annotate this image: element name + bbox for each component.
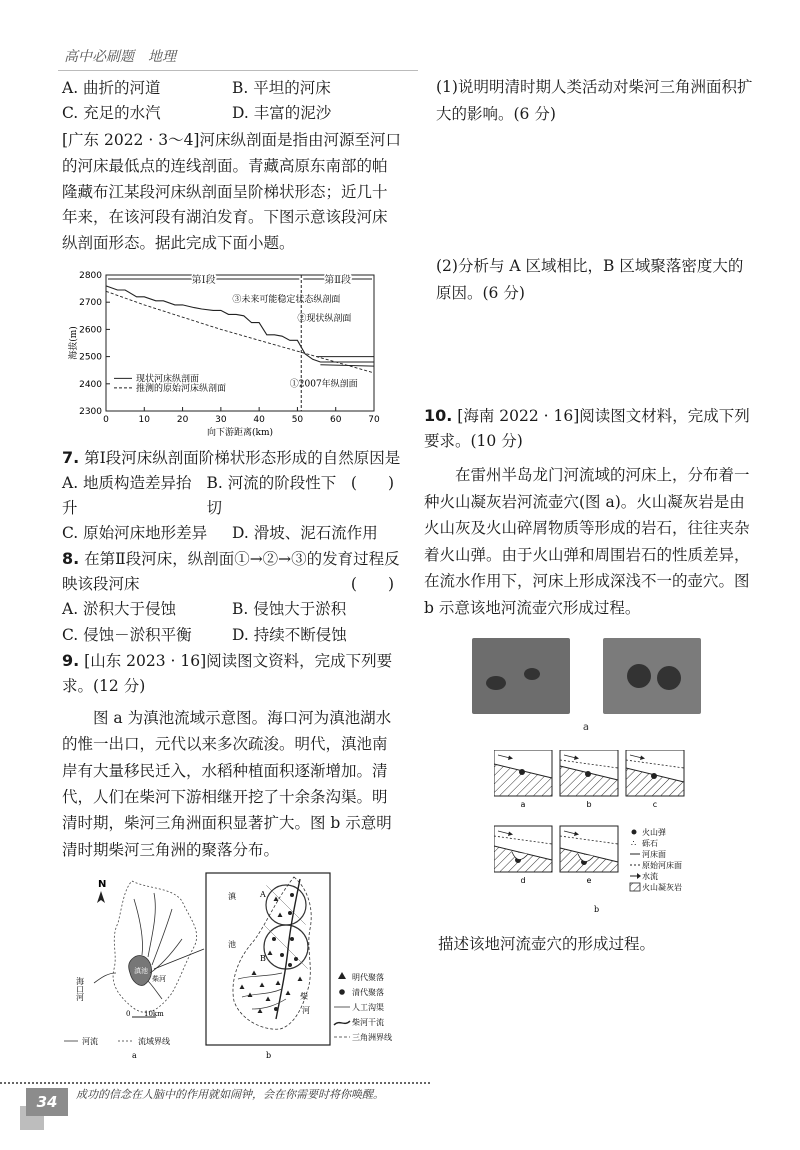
x-tick-label: 40 [253, 414, 265, 425]
qing-settlement-marker [290, 937, 294, 941]
q7-options-row2 [62, 521, 402, 546]
footer-motto: 成功的信念在人脑中的作用就如闹钟，会在你需要时将你唤醒。 [76, 1088, 384, 1101]
legend-flow-arrow-icon [637, 873, 641, 879]
segment-2-label: 第Ⅱ段 [324, 274, 352, 286]
ming-settlement-marker [298, 976, 303, 981]
qing-settlement-marker [280, 953, 284, 957]
q8-option-c: C. 侵蚀－淤积平衡 [62, 625, 192, 644]
map-b-delta-boundary [233, 877, 311, 1029]
q9-sub1: (1)说明明清时期人类活动对柴河三角洲面积扩大的影响。(6 分) [436, 78, 753, 123]
q8-options-row1 [62, 597, 402, 622]
q8-stem: 在第Ⅱ段河床，纵剖面①→②→③的发育过程反映该段河床 [62, 550, 400, 594]
ming-settlement-marker [240, 984, 245, 989]
q6-options-row2 [62, 101, 402, 126]
q8 [62, 546, 402, 647]
hatch-line [290, 951, 308, 969]
x-tick-label: 20 [176, 414, 189, 425]
q10-body: 在雷州半岛龙门河流域的河床上，分布着一种火山凝灰岩河流壶穴(图 a)。火山凝灰岩是由火山灰及火山碎屑物质等形成的岩石，往往夹杂着火山弹。由于火山弹和周围岩石的性质差异，在流水作用下，河床上形成深浅不一的壶穴。图 b 示意该地河流壶穴形成过程。 [424, 465, 750, 618]
x-tick-label: 70 [368, 414, 380, 425]
legend-bed: 河床面 [642, 849, 666, 859]
q6-options-row1 [62, 76, 402, 101]
q9-sub2-answer-space [436, 307, 756, 403]
q10-stem: 阅读图文材料，完成下列要求。(10 分) [424, 406, 750, 450]
map-b-chaihe-main [276, 879, 300, 1019]
step-label: a [520, 799, 526, 809]
legend-orig-bed: 原始河床面 [642, 860, 682, 870]
ming-settlement-marker [274, 896, 279, 901]
step-label: d [520, 875, 526, 885]
x-tick-label: 60 [329, 414, 342, 425]
map-a-caption: a [132, 1050, 137, 1059]
qing-settlement-marker [294, 957, 298, 961]
intro-78-source: [广东 2022 · 3～4] [62, 131, 200, 150]
step-volcanic-bomb [585, 771, 591, 777]
legend-ming-icon [338, 972, 346, 979]
q9-sub1-answer-space [436, 127, 756, 253]
q7-answer-paren: ( ) [350, 473, 394, 492]
qing-settlement-marker [274, 1007, 278, 1011]
profile-1-line [320, 365, 374, 366]
map-a [64, 879, 204, 1059]
ming-settlement-marker [268, 950, 273, 955]
annotation-2: ②现状纵剖面 [297, 314, 352, 325]
q8-number: 8. [62, 549, 80, 569]
q7-option-a: A. 地质构造差异抬升 [62, 473, 192, 518]
q8-option-d: D. 持续不断侵蚀 [232, 625, 347, 644]
map-b-label-he: 河 [302, 1005, 310, 1015]
q8-option-a: A. 淤积大于侵蚀 [62, 600, 177, 619]
process-diagram-svg [494, 750, 724, 914]
riverbed-profile-chart [54, 261, 394, 441]
region-hatching [264, 885, 307, 968]
legend-flow: 水流 [642, 871, 658, 881]
q9-source: [山东 2023 · 16] [84, 651, 207, 670]
q8-options-row2 [62, 623, 402, 648]
map-a-scale-zero: 0 [126, 1009, 131, 1018]
north-arrow-icon [97, 891, 105, 903]
map-a-north-label: N [98, 878, 107, 890]
footer-divider [0, 1082, 430, 1084]
map-b-label-chai: 柴 [300, 991, 308, 1001]
q6-option-a: A. 曲折的河道 [62, 79, 161, 97]
right-column [424, 74, 756, 957]
map-b-caption: b [266, 1050, 272, 1059]
y-tick-label: 2300 [79, 406, 102, 417]
ming-settlement-marker [276, 980, 281, 985]
legend-canal-label: 人工沟渠 [352, 1002, 384, 1012]
q10-task: 描述该地河流壶穴的形成过程。 [438, 935, 656, 954]
q6-option-d: D. 丰富的泥沙 [232, 104, 332, 123]
legend-river-label: 河流 [82, 1036, 98, 1046]
x-axis-label: 向下游距离(km) [206, 427, 274, 438]
q10-stem-wrap [424, 403, 758, 454]
intro-78-text: 河床纵剖面是指由河源至河口的河床最低点的连线剖面。青藏高原东南部的帕隆藏布江某段河床纵剖面呈阶梯状形态；近几十年来，在该河段有湖泊发育。下图示意该段河床纵剖面形态。据此完成下面小题。 [62, 131, 401, 253]
step-label: e [586, 875, 592, 885]
page-header: 高中必刷题 地理 [64, 49, 176, 65]
step-label: b [586, 799, 592, 809]
legend-delta-label: 三角洲界线 [352, 1032, 392, 1042]
y-tick-label: 2500 [79, 352, 102, 363]
q10-number: 10. [424, 405, 453, 425]
q7-stem: 第Ⅰ段河床纵剖面阶梯状形态形成的自然原因是 [84, 448, 401, 467]
left-column [62, 74, 402, 1059]
q7-option-b: B. 河流的阶段性下切 [206, 473, 337, 518]
region-b-label: B [260, 953, 266, 963]
q7-option-d: D. 滑坡、泥石流作用 [232, 524, 378, 543]
q9 [62, 648, 402, 863]
y-axis-label: 海拔(m) [69, 326, 79, 360]
legend-boundary-label: 流域界线 [138, 1036, 170, 1046]
y-tick-label: 2700 [79, 298, 102, 309]
map-a-label-haikou: 海口河 [75, 976, 85, 1001]
legend-tuff-icon [630, 883, 640, 891]
map-b [206, 873, 392, 1059]
legend-qing-label: 清代聚落 [352, 987, 384, 997]
dianchi-maps-svg [62, 869, 407, 1059]
q7-number: 7. [62, 447, 80, 467]
header-divider [58, 70, 418, 71]
legend-dashed-label: 推测的原始河床纵剖面 [136, 383, 227, 394]
qing-settlement-marker [290, 893, 294, 897]
region-a-label: A [260, 889, 266, 899]
map-a-pointer [154, 949, 204, 969]
map-a-label-chaihe: 柴河 [152, 974, 166, 983]
ming-settlement-marker [266, 996, 271, 1001]
profile-chart-svg [54, 261, 394, 441]
y-tick-label: 2800 [79, 270, 102, 281]
y-tick-label: 2600 [79, 325, 102, 336]
ming-settlement-marker [252, 970, 257, 975]
legend-chaihe-icon [334, 1021, 350, 1025]
qing-settlement-marker [288, 911, 292, 915]
map-a-scale-km: 10km [144, 1009, 164, 1018]
y-tick-label: 2400 [79, 379, 102, 390]
step-label: c [652, 799, 658, 809]
q9-number: 9. [62, 650, 80, 670]
q7 [62, 445, 402, 546]
map-b-label-dian: 滇 [228, 891, 236, 901]
x-tick-label: 50 [291, 414, 304, 425]
qing-settlement-marker [288, 963, 292, 967]
q7-stem-wrap [62, 445, 402, 492]
map-b-label-chi: 池 [228, 939, 236, 949]
ming-settlement-marker [278, 912, 283, 917]
legend-tuff: 火山凝灰岩 [642, 882, 682, 892]
q7-option-c: C. 原始河床地形差异 [62, 524, 208, 543]
pothole-photos [472, 638, 756, 720]
q6-option-c: C. 充足的水汽 [62, 104, 161, 123]
x-tick-label: 10 [138, 414, 151, 425]
q9-stem: 阅读图文资料，完成下列要求。(12 分) [62, 651, 393, 695]
pothole-process-diagram [494, 750, 756, 922]
q9-maps [62, 869, 402, 1059]
q9-body: 图 a 为滇池流域示意图。海口河为滇池湖水的惟一出口，元代以来多次疏浚。明代，滇池南岸有大量移民迁入，水稻种植面积逐渐增加。清代，人们在柴河下游相继开挖了十余条沟渠。明清时期，柴河三角洲面积显著扩大。图 b 示意明清时期柴河三角洲的聚落分布。 [62, 708, 392, 859]
legend-ming-label: 明代聚落 [352, 972, 384, 982]
ming-settlement-marker [258, 1008, 263, 1013]
legend-solid-label: 现状河床纵剖面 [136, 374, 200, 385]
q6-option-b: B. 平坦的河床 [232, 79, 331, 97]
pothole-photo-2 [603, 638, 701, 714]
q8-answer-paren: ( ) [350, 575, 394, 594]
pothole-photo-1 [472, 638, 570, 714]
x-tick-label: 0 [103, 414, 109, 425]
q8-stem-wrap [62, 546, 402, 597]
q10 [424, 403, 758, 622]
legend-chaihe-label: 柴河干流 [352, 1017, 384, 1027]
photo-caption: a [582, 721, 590, 733]
page-number: 34 [26, 1088, 68, 1116]
legend-gravel-icon: ∴ [631, 838, 637, 848]
legend-volcanic-bomb-icon [632, 829, 637, 834]
ming-settlement-marker [260, 982, 265, 987]
x-tick-label: 30 [215, 414, 227, 425]
map-a-label-dianchi: 滇池 [134, 966, 148, 975]
intro-78 [62, 128, 402, 257]
annotation-3: ③未来可能稳定状态纵剖面 [232, 295, 341, 306]
q9-stem-wrap [62, 648, 402, 699]
ming-settlement-marker [286, 990, 291, 995]
step-volcanic-bomb [519, 769, 525, 775]
legend-qing-icon [339, 989, 345, 995]
map-b-settlements [240, 893, 303, 1013]
q9-sub2: (2)分析与 A 区域相比，B 区域聚落密度大的原因。(6 分) [436, 257, 744, 302]
diagram-caption: b [594, 904, 600, 914]
legend-volcanic-bomb: 火山弹 [642, 827, 666, 837]
step-volcanic-bomb [651, 773, 657, 779]
annotation-1: ①2007年纵剖面 [289, 379, 358, 390]
legend-gravel: 砾石 [642, 838, 658, 848]
segment-1-label: 第Ⅰ段 [191, 274, 216, 286]
q8-option-b: B. 侵蚀大于淤积 [232, 600, 347, 619]
q10-source: [海南 2022 · 16] [457, 406, 580, 425]
qing-settlement-marker [272, 937, 276, 941]
q7-options-row1 [62, 471, 351, 521]
